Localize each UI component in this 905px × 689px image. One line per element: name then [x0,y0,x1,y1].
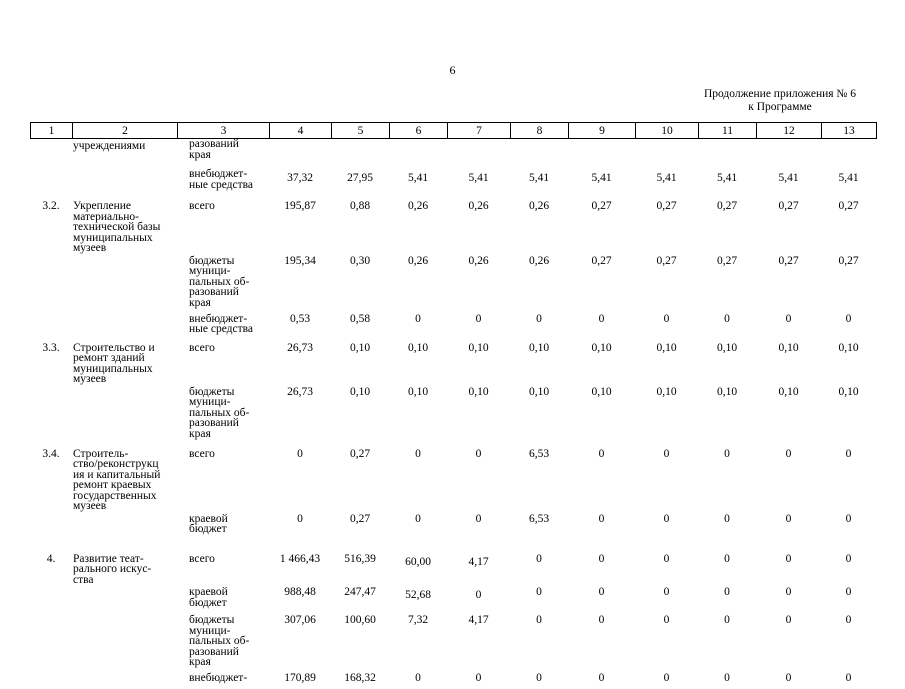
appendix-note-line1: Продолжение приложения № 6 [703,88,857,100]
value-col-5: 516,39 [344,552,376,565]
value-col-12: 0,27 [778,200,799,212]
column-header-13: 13 [822,123,877,139]
value-col-7: 0,10 [468,341,489,354]
value-col-11: 0,10 [716,385,738,398]
table-row [30,254,876,312]
row-name [72,254,177,312]
value-col-4: 0 [297,447,303,460]
value-col-5: 0,58 [349,312,371,325]
value-col-8: 0,10 [528,341,550,354]
value-col-5: 27,95 [347,172,373,184]
column-header-4: 4 [270,123,332,139]
value-col-6: 0 [415,672,421,684]
row-name: Строительство и ремонт зданий муниципальных музеев [73,341,155,385]
value-col-13: 0 [845,512,852,525]
value-col-13: 0 [845,672,852,684]
value-col-10: 0 [663,312,670,325]
value-col-8: 0 [536,672,542,684]
row-name: Развитие теат- рального искус- ства [73,552,152,586]
column-header-10: 10 [636,123,699,139]
row-name [72,312,177,341]
value-col-9: 0,27 [591,200,612,212]
value-col-7: 0 [475,312,482,325]
row-source: внебюджет- ные средства [189,312,254,335]
value-col-5: 247,47 [344,586,376,598]
table-row [30,385,876,447]
row-name [72,512,177,552]
value-col-12: 0 [785,614,792,626]
value-col-6 [389,139,447,167]
value-col-6: 0,10 [407,341,429,354]
value-col-10: 0 [663,586,670,598]
row-name [72,585,177,613]
value-col-12: 0 [785,512,792,525]
value-col-10: 0 [663,614,670,626]
value-col-6: 0,26 [407,200,429,212]
row-number: 3.2. [42,200,60,212]
value-col-10: 0 [663,672,670,684]
value-col-6: 7,32 [407,614,429,626]
value-col-8: 0 [536,552,542,565]
value-col-7: 0,26 [468,200,489,212]
value-col-7 [447,139,510,167]
value-col-11: 0 [724,512,730,525]
value-col-5: 0,10 [349,385,371,398]
table-row [30,671,876,689]
table-row [30,613,876,671]
row-source: разований края [189,138,239,161]
value-col-12: 0,27 [778,254,799,267]
value-col-7: 0 [475,447,482,460]
value-col-6: 0,26 [407,254,429,267]
value-col-10 [635,139,698,167]
value-col-12: 0,10 [778,385,799,398]
value-col-5: 0,27 [349,512,371,525]
value-col-8: 0,26 [528,254,550,267]
value-col-12: 0 [785,447,792,460]
value-col-6: 0 [415,447,421,460]
funding-table [30,139,876,689]
row-name [72,167,177,199]
value-col-12: 0 [785,552,792,565]
value-col-7: 0 [475,512,482,525]
column-header-7: 7 [448,123,511,139]
value-col-11: 0,10 [716,341,738,354]
value-col-11: 0,27 [716,200,738,212]
value-col-10: 0 [663,447,670,460]
value-col-11: 0 [724,672,730,684]
value-col-7: 0 [475,672,482,684]
value-col-4: 170,89 [284,672,316,684]
value-col-12: 5,41 [778,172,799,184]
row-source: внебюджет- [189,672,248,684]
column-header-1: 1 [31,123,73,139]
value-col-9 [568,139,635,167]
value-col-12: 0 [785,672,792,684]
value-col-4: 988,48 [284,586,316,598]
value-col-10: 0,27 [656,254,677,267]
value-col-8: 0,10 [528,385,550,398]
value-col-11: 5,41 [716,172,738,184]
value-col-13: 0,27 [838,200,859,212]
column-header-12: 12 [757,123,822,139]
page-number: 6 [449,63,456,77]
value-col-13: 0 [845,552,852,565]
table-row [30,199,876,254]
value-col-9: 0 [598,614,605,626]
value-col-9: 0,10 [591,385,612,398]
value-col-12: 0,10 [778,341,799,354]
value-col-8: 6,53 [528,512,550,525]
column-header-row [30,122,877,139]
row-source: внебюджет- ные средства [189,168,254,191]
value-col-5 [331,139,389,167]
column-header-9: 9 [569,123,636,139]
value-col-6: 0 [415,512,421,525]
row-number: 4. [46,552,56,565]
column-header-8: 8 [511,123,569,139]
row-name: учреждениями [73,140,146,152]
value-col-10: 0,10 [656,341,677,354]
row-number [30,512,72,552]
value-col-4: 307,06 [284,614,316,626]
value-col-11: 0 [724,586,730,598]
value-col-4: 0 [297,512,303,525]
value-col-11 [698,139,756,167]
value-col-11: 0,27 [716,254,738,267]
table-row [30,341,876,385]
value-col-7: 4,17 [468,555,489,568]
value-col-7: 0 [475,589,482,601]
value-col-8: 5,41 [528,172,550,184]
value-col-9: 5,41 [591,172,612,184]
row-number [30,613,72,671]
row-source: краевой бюджет [189,586,228,609]
row-number [30,312,72,341]
value-col-11: 0 [724,447,730,460]
row-number [30,671,72,689]
table-row [30,512,876,552]
column-header-6: 6 [390,123,448,139]
value-col-13: 0,10 [838,341,859,354]
row-source: бюджеты муници- пальных об- разований края [189,385,250,440]
row-name: Строитель- ство/реконструкц ия и капитальный ремонт краевых государственных музеев [73,447,161,512]
table-row [30,585,876,613]
row-name [72,671,177,689]
row-source: всего [189,200,215,212]
row-source: всего [189,341,215,354]
row-number [30,139,72,167]
column-header-5: 5 [332,123,390,139]
value-col-4: 195,87 [284,200,316,212]
row-number: 3.3. [42,341,60,354]
row-source: всего [189,552,215,565]
value-col-13: 0 [845,447,852,460]
value-col-9: 0,27 [591,254,612,267]
value-col-8: 0,26 [528,200,550,212]
row-number [30,585,72,613]
row-name [72,385,177,447]
row-source: бюджеты муници- пальных об- разований края [189,614,250,668]
row-number: 3.4. [42,447,60,460]
value-col-6: 0,10 [407,385,429,398]
value-col-4: 26,73 [287,341,313,354]
value-col-8: 6,53 [528,447,550,460]
value-col-6: 5,41 [407,172,429,184]
table-row [30,167,876,199]
row-name [72,613,177,671]
value-col-4: 0,53 [289,312,311,325]
row-name: Укрепление материально- технической базы муниципальных музеев [73,200,161,254]
appendix-note [690,88,870,114]
value-col-5: 0,10 [349,341,371,354]
row-number [30,167,72,199]
value-col-9: 0,10 [591,341,612,354]
value-col-9: 0 [598,586,605,598]
value-col-13: 0,27 [838,254,859,267]
row-source: всего [189,447,215,460]
value-col-8: 0 [536,312,542,325]
value-col-10: 0 [663,512,670,525]
row-number [30,254,72,312]
value-col-6: 60,00 [405,555,431,568]
value-col-9: 0 [598,447,605,460]
value-col-13: 5,41 [838,172,859,184]
table-row [30,139,876,167]
table-row [30,312,876,341]
value-col-9: 0 [598,552,605,565]
value-col-12: 0 [785,586,792,598]
value-col-13: 0,10 [838,385,859,398]
value-col-13: 0 [845,586,852,598]
table-row [30,447,876,512]
value-col-13: 0 [845,614,852,626]
value-col-11: 0 [724,312,730,325]
value-col-7: 5,41 [468,172,489,184]
value-col-10: 0,27 [656,200,677,212]
value-col-10: 5,41 [656,172,677,184]
value-col-5: 168,32 [344,672,376,684]
value-col-4: 37,32 [287,172,313,184]
value-col-9: 0 [598,672,605,684]
column-header-11: 11 [699,123,757,139]
value-col-5: 0,27 [349,447,371,460]
value-col-6: 0 [415,312,421,325]
value-col-5: 100,60 [344,614,376,626]
value-col-8: 0 [536,586,542,598]
row-number [30,385,72,447]
value-col-4 [269,139,331,167]
value-col-9: 0 [598,512,605,525]
value-col-11: 0 [724,614,730,626]
value-col-7: 0,26 [468,254,489,267]
appendix-note-line2: к Программе [748,101,812,113]
value-col-11: 0 [724,552,730,565]
value-col-12: 0 [785,312,792,325]
value-col-9: 0 [598,312,605,325]
value-col-7: 4,17 [468,614,489,626]
table-row [30,552,876,586]
value-col-5: 0,88 [349,200,371,212]
row-source: бюджеты муници- пальных об- разований края [189,254,250,309]
value-col-8 [510,139,568,167]
value-col-13: 0 [845,312,852,325]
value-col-5: 0,30 [349,254,371,267]
column-header-2: 2 [73,123,178,139]
value-col-13 [821,139,876,167]
value-col-4: 26,73 [287,385,313,398]
row-source: краевой бюджет [189,512,228,535]
value-col-6: 52,68 [405,589,431,601]
value-col-4: 195,34 [284,254,316,267]
value-col-7: 0,10 [468,385,489,398]
column-header-3: 3 [178,123,270,139]
value-col-10: 0,10 [656,385,677,398]
value-col-4: 1 466,43 [279,552,321,565]
value-col-8: 0 [536,614,542,626]
value-col-12 [756,139,821,167]
value-col-10: 0 [663,552,670,565]
